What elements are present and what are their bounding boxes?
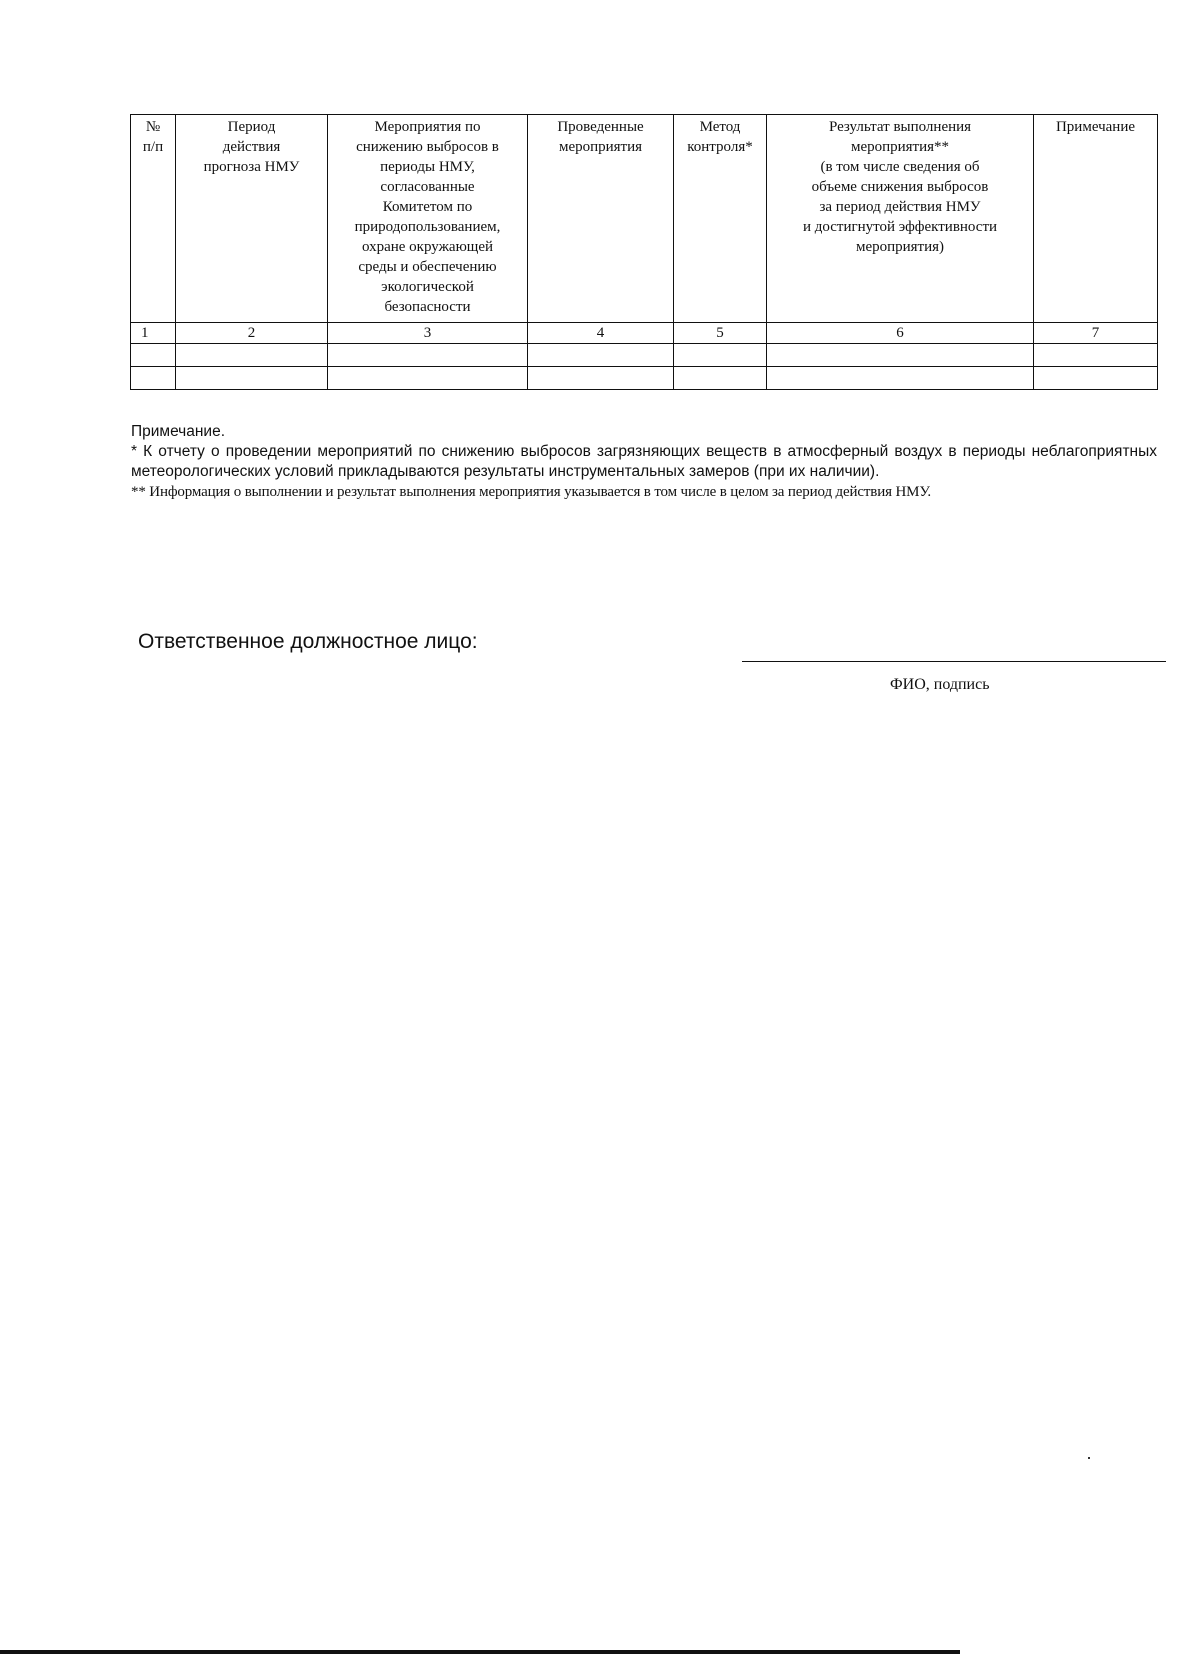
empty-cell bbox=[131, 367, 176, 390]
column-number: 6 bbox=[767, 323, 1034, 344]
empty-cell bbox=[1034, 344, 1158, 367]
header-period: Период действия прогноза НМУ bbox=[176, 115, 328, 323]
empty-cell bbox=[176, 344, 328, 367]
column-number: 1 bbox=[131, 323, 176, 344]
empty-cell bbox=[328, 344, 528, 367]
notes-section bbox=[131, 422, 1157, 502]
table-row bbox=[131, 367, 1158, 390]
responsible-person-label: Ответственное должностное лицо: bbox=[138, 630, 478, 653]
scan-bottom-edge bbox=[0, 1650, 960, 1654]
header-planned-measures: Мероприятия по снижению выбросов в периоды НМУ, согласованные Комитетом по природопользованием, охране окружающей среды и обеспечению экологической безопасности bbox=[328, 115, 528, 323]
header-conducted-measures: Проведенные мероприятия bbox=[528, 115, 674, 323]
empty-cell bbox=[1034, 367, 1158, 390]
empty-cell bbox=[528, 367, 674, 390]
scan-speck bbox=[1088, 1457, 1090, 1459]
table-row bbox=[131, 344, 1158, 367]
empty-cell bbox=[328, 367, 528, 390]
column-number: 3 bbox=[328, 323, 528, 344]
column-numbers-row bbox=[131, 323, 1158, 344]
column-number: 7 bbox=[1034, 323, 1158, 344]
notes-title: Примечание. bbox=[131, 423, 226, 440]
header-control-method: Метод контроля* bbox=[674, 115, 767, 323]
report-table bbox=[130, 114, 1158, 390]
empty-cell bbox=[176, 367, 328, 390]
signature-line bbox=[742, 661, 1166, 662]
signature-caption: ФИО, подпись bbox=[890, 676, 990, 693]
footnote-result-info: ** Информация о выполнении и результат выполнения мероприятия указывается в том числе в целом за период действия НМУ. bbox=[131, 484, 931, 500]
empty-cell bbox=[528, 344, 674, 367]
column-number: 5 bbox=[674, 323, 767, 344]
column-number: 2 bbox=[176, 323, 328, 344]
empty-cell bbox=[767, 344, 1034, 367]
footnote-instrumental-measurements: * К отчету о проведении мероприятий по снижению выбросов загрязняющих веществ в атмосферный воздух в периоды неблагоприятных метеорологических условий прикладываются результаты инструментальных замеров (при их наличии). bbox=[131, 443, 1157, 480]
header-note: Примечание bbox=[1034, 115, 1158, 323]
empty-cell bbox=[674, 367, 767, 390]
empty-cell bbox=[767, 367, 1034, 390]
empty-cell bbox=[674, 344, 767, 367]
empty-cell bbox=[131, 344, 176, 367]
column-number: 4 bbox=[528, 323, 674, 344]
header-row bbox=[131, 115, 1158, 323]
header-result: Результат выполнения мероприятия** (в том числе сведения об объеме снижения выбросов за период действия НМУ и достигнутой эффективности мероприятия) bbox=[767, 115, 1034, 323]
header-number: № п/п bbox=[131, 115, 176, 323]
